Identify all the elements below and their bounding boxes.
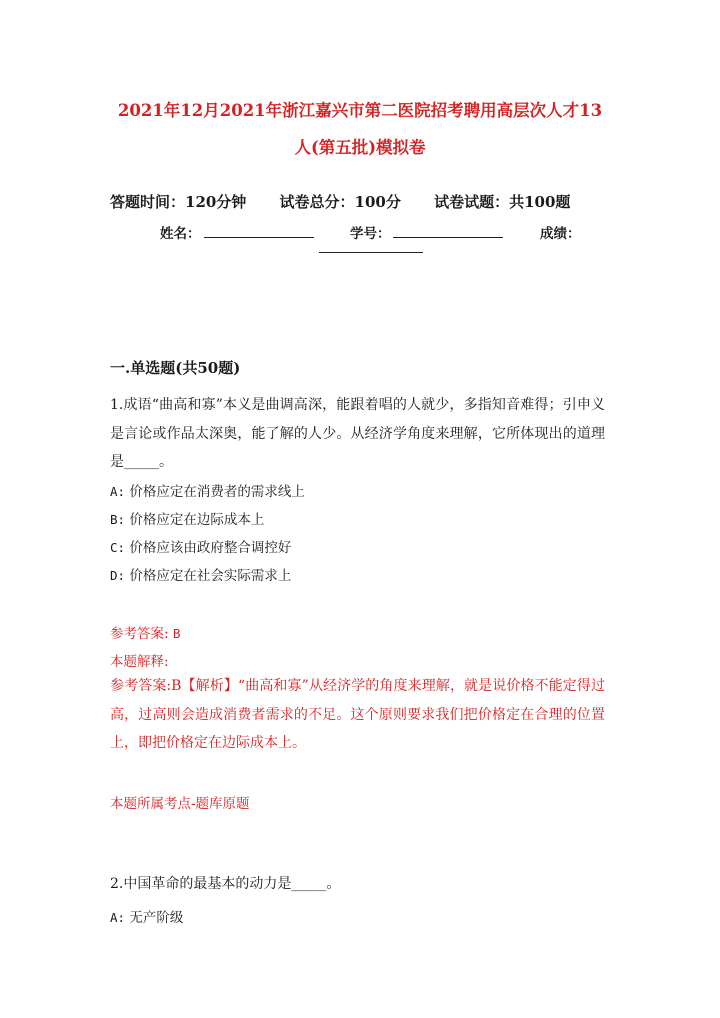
q1-explanation: 参考答案:B【解析】“曲高和寡”从经济学的角度来理解，就是说价格不能定得过高，过高则会造成消费者需求的不足。这个原则要求我们把价格定在合理的位置上，即把价格定在边际成本上。 — [110, 678, 605, 751]
option-key: D: — [110, 568, 126, 583]
q1-answer — [110, 622, 180, 642]
section-title: 一.单选题(共50题) — [110, 359, 241, 377]
exam-title-line1: 2021年12月2021年浙江嘉兴市第二医院招考聘用高层次人才13 — [117, 101, 603, 120]
exam-meta — [110, 191, 610, 212]
question-1-stem: 1.成语“曲高和寡”本义是曲调高深，能跟着唱的人就少，多指知音难得；引申义是言论或作品太深奥，能了解的人少。从经济学角度来理解，它所体现出的道理是_____。 — [110, 397, 605, 470]
exam-title-line2: 人(第五批)模拟卷 — [294, 138, 426, 157]
exam-total-score: 试卷总分：100分 — [279, 193, 401, 211]
option-text: 价格应该由政府整合调控好 — [129, 540, 292, 556]
option-text: 价格应定在社会实际需求上 — [129, 568, 292, 584]
name-label: 姓名： — [160, 226, 201, 242]
exam-total-questions: 试卷试题：共100题 — [434, 193, 571, 211]
q1-explain-label: 本题解释: — [110, 654, 169, 670]
q1-option-c[interactable] — [110, 536, 291, 556]
option-key: A: — [110, 910, 126, 925]
q1-option-d[interactable] — [110, 564, 291, 584]
q1-option-b[interactable] — [110, 508, 264, 528]
question-2-stem: 2.中国革命的最基本的动力是_____。 — [110, 876, 341, 892]
exam-time: 答题时间：120分钟 — [110, 193, 247, 211]
id-blank[interactable] — [393, 237, 503, 238]
q1-topic: 本题所属考点-题库原题 — [110, 796, 250, 812]
option-text: 价格应定在边际成本上 — [129, 512, 265, 528]
name-blank[interactable] — [204, 237, 314, 238]
score-label: 成绩： — [540, 226, 581, 242]
option-text: 价格应定在消费者的需求线上 — [129, 484, 305, 500]
q2-option-a[interactable] — [110, 906, 183, 926]
score-blank[interactable] — [319, 252, 423, 253]
answer-value: B — [172, 626, 181, 641]
option-key: B: — [110, 512, 126, 527]
answer-label: 参考答案: — [110, 626, 169, 642]
q1-option-a[interactable] — [110, 480, 305, 500]
option-key: A: — [110, 484, 126, 499]
option-text: 无产阶级 — [129, 910, 184, 926]
id-label: 学号： — [350, 226, 391, 242]
option-key: C: — [110, 540, 126, 555]
